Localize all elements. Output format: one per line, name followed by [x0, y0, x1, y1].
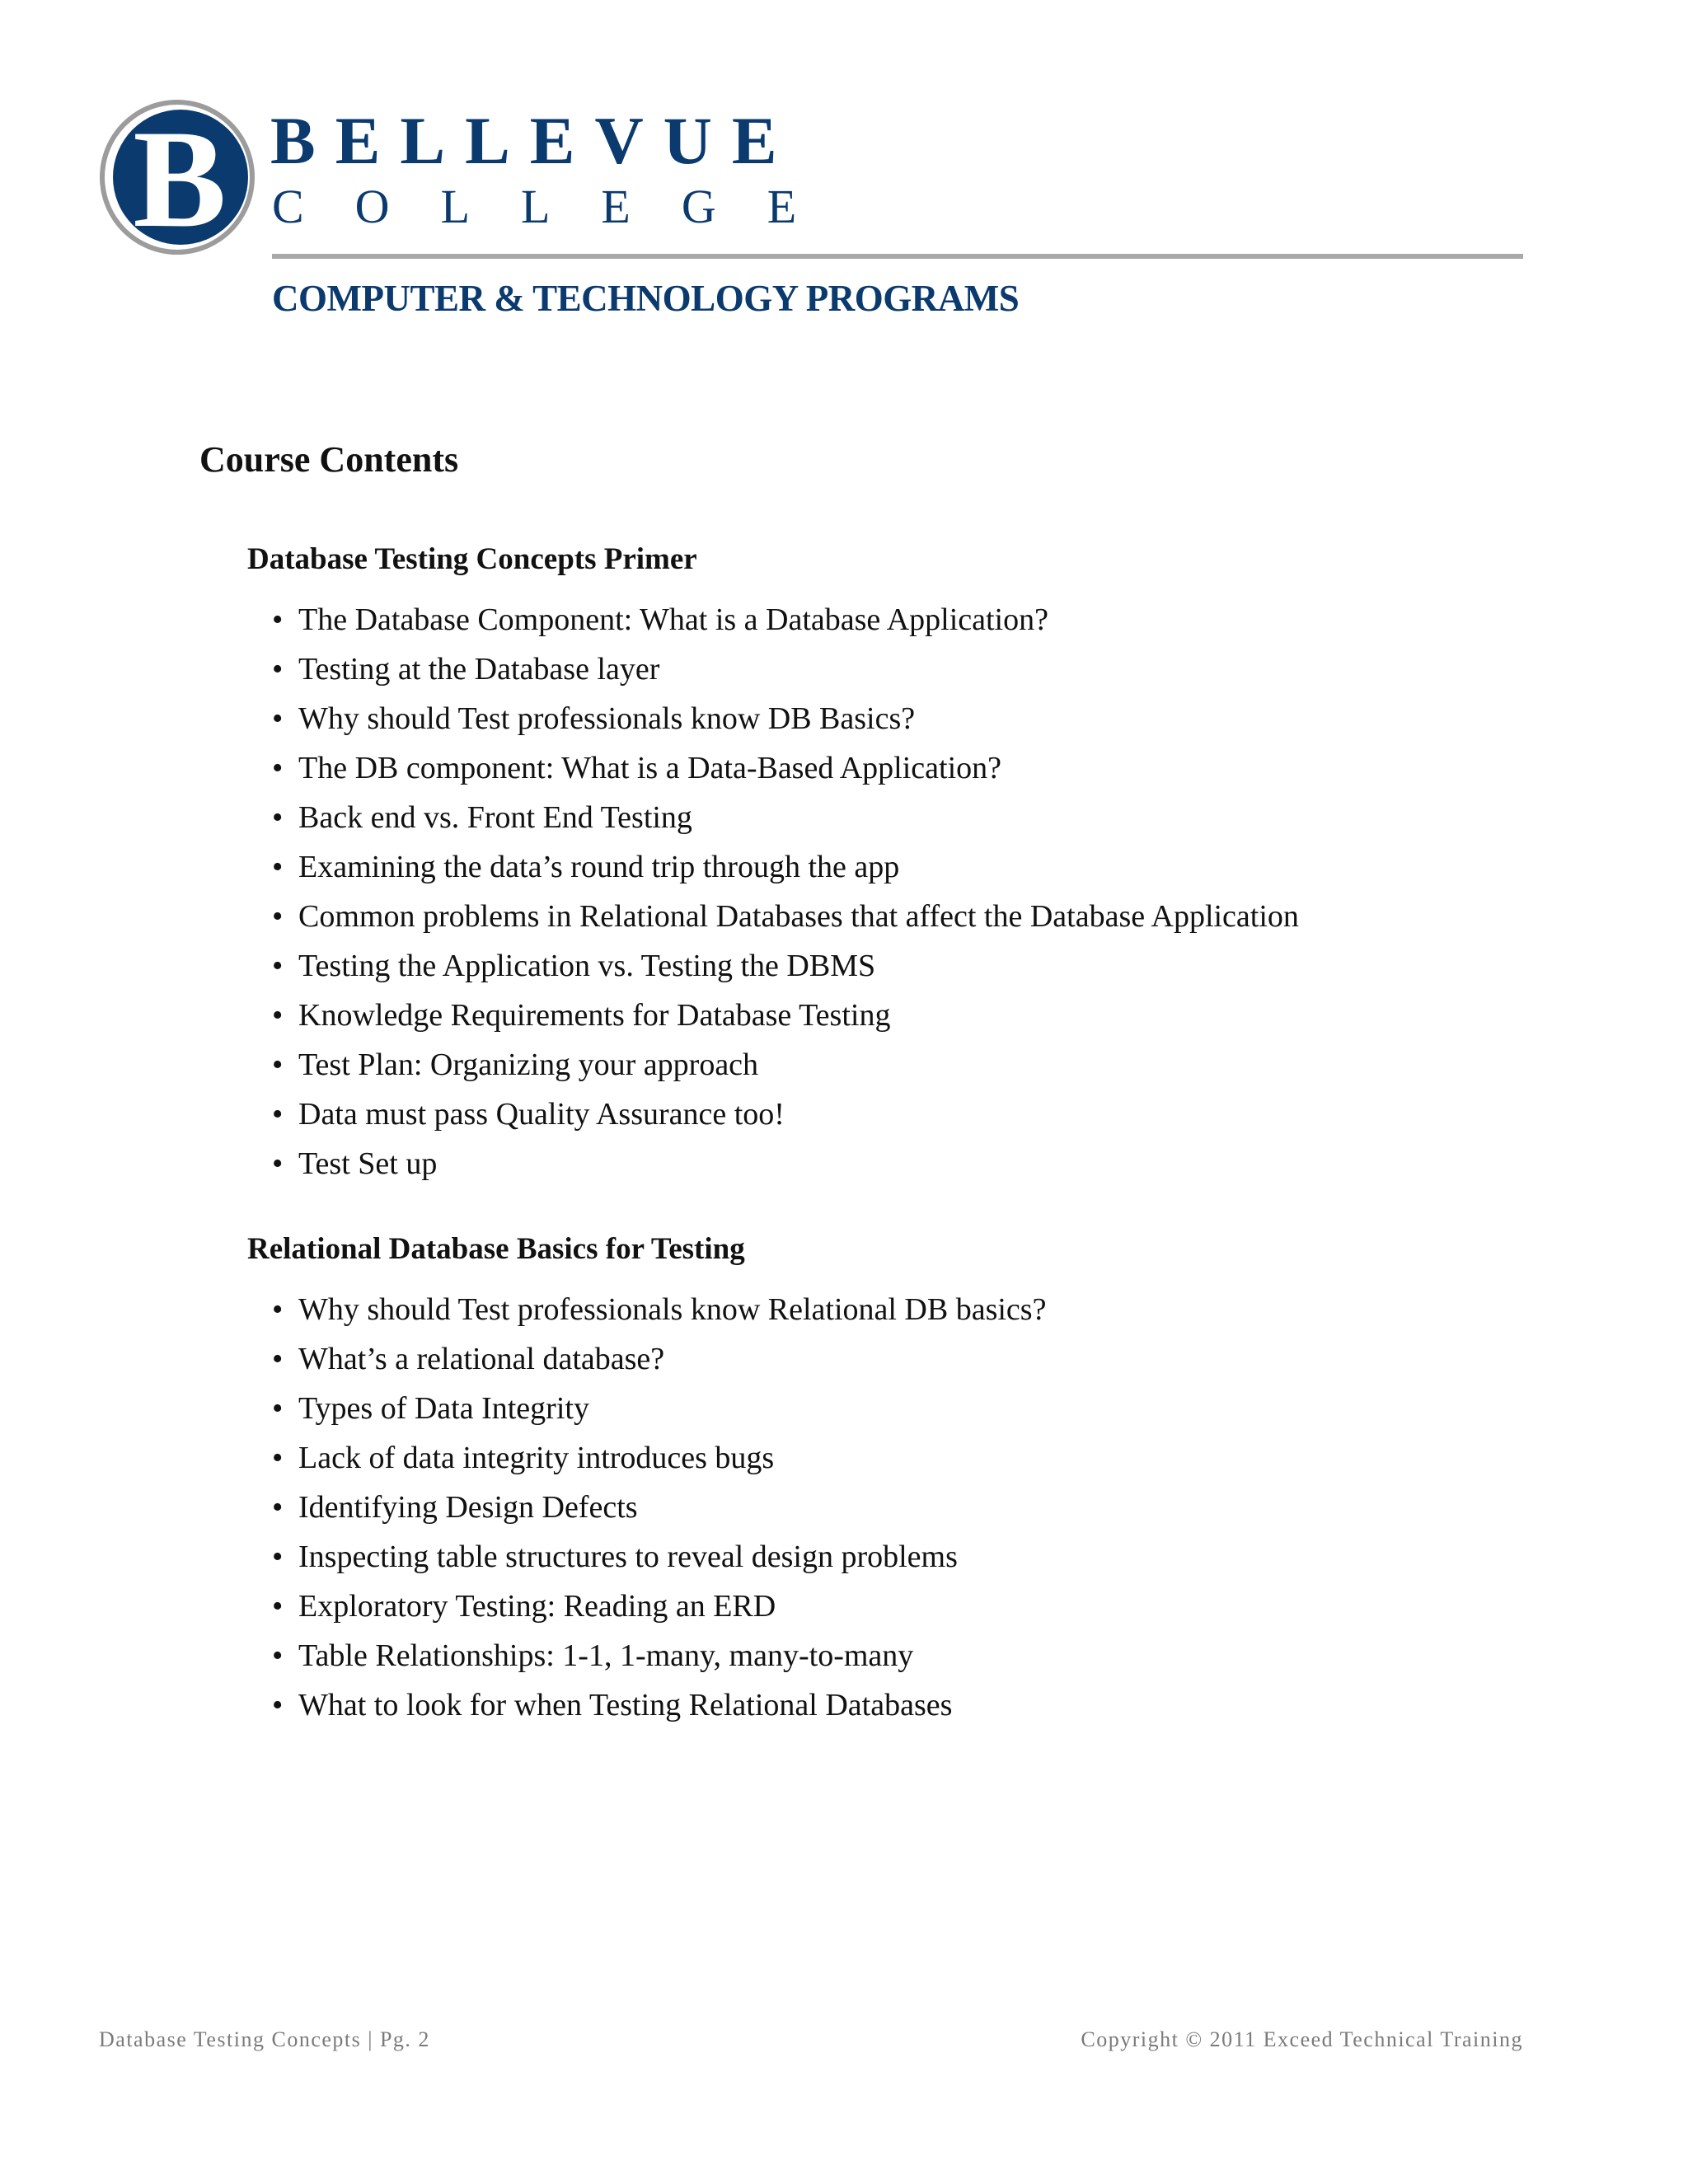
college-type: COLLEGE: [272, 180, 848, 233]
list-item: • Lack of data integrity introduces bugs: [272, 1433, 1046, 1483]
footer-page-label: Database Testing Concepts | Pg. 2: [99, 2027, 430, 2051]
list-item: • Exploratory Testing: Reading an ERD: [272, 1582, 1046, 1631]
section-relational-database-basics: [247, 1234, 1046, 1730]
section-title: Relational Database Basics for Testing: [247, 1232, 745, 1266]
list-item: • Common problems in Relational Databases that affect the Database Application: [272, 892, 1299, 941]
list-item: • Test Set up: [272, 1139, 1299, 1188]
list-item: • Testing the Application vs. Testing the DBMS: [272, 941, 1299, 991]
section-title: Database Testing Concepts Primer: [247, 542, 697, 576]
list-item: • The DB component: What is a Data-Based Application?: [272, 743, 1299, 793]
list-item: • Inspecting table structures to reveal design problems: [272, 1532, 1046, 1582]
program-title: COMPUTER & TECHNOLOGY PROGRAMS: [272, 278, 1020, 319]
list-item: • Back end vs. Front End Testing: [272, 793, 1299, 842]
list-item: • The Database Component: What is a Database Application?: [272, 595, 1299, 644]
list-item: • What to look for when Testing Relational Databases: [272, 1680, 1046, 1730]
footer-copyright: Copyright © 2011 Exceed Technical Training: [1081, 2027, 1523, 2051]
topic-list: [247, 1285, 1046, 1730]
list-item: • Data must pass Quality Assurance too!: [272, 1090, 1299, 1139]
section-database-testing-primer: [247, 544, 1299, 1188]
logo-letter: B: [133, 101, 227, 256]
college-logo: [97, 97, 257, 257]
list-item: • Test Plan: Organizing your approach: [272, 1040, 1299, 1090]
topic-list: [247, 595, 1299, 1188]
list-item: • Why should Test professionals know DB Basics?: [272, 694, 1299, 743]
list-item: • Testing at the Database layer: [272, 644, 1299, 694]
list-item: • Why should Test professionals know Relational DB basics?: [272, 1285, 1046, 1334]
list-item: • Identifying Design Defects: [272, 1483, 1046, 1532]
list-item: • What’s a relational database?: [272, 1334, 1046, 1384]
list-item: • Knowledge Requirements for Database Testing: [272, 991, 1299, 1040]
list-item: • Types of Data Integrity: [272, 1384, 1046, 1433]
list-item: • Table Relationships: 1-1, 1-many, many-to-many: [272, 1631, 1046, 1680]
header-divider: [272, 254, 1523, 259]
college-name: BELLEVUE: [270, 103, 797, 178]
list-item: • Examining the data’s round trip through the app: [272, 842, 1299, 892]
page-heading: Course Contents: [199, 439, 459, 480]
